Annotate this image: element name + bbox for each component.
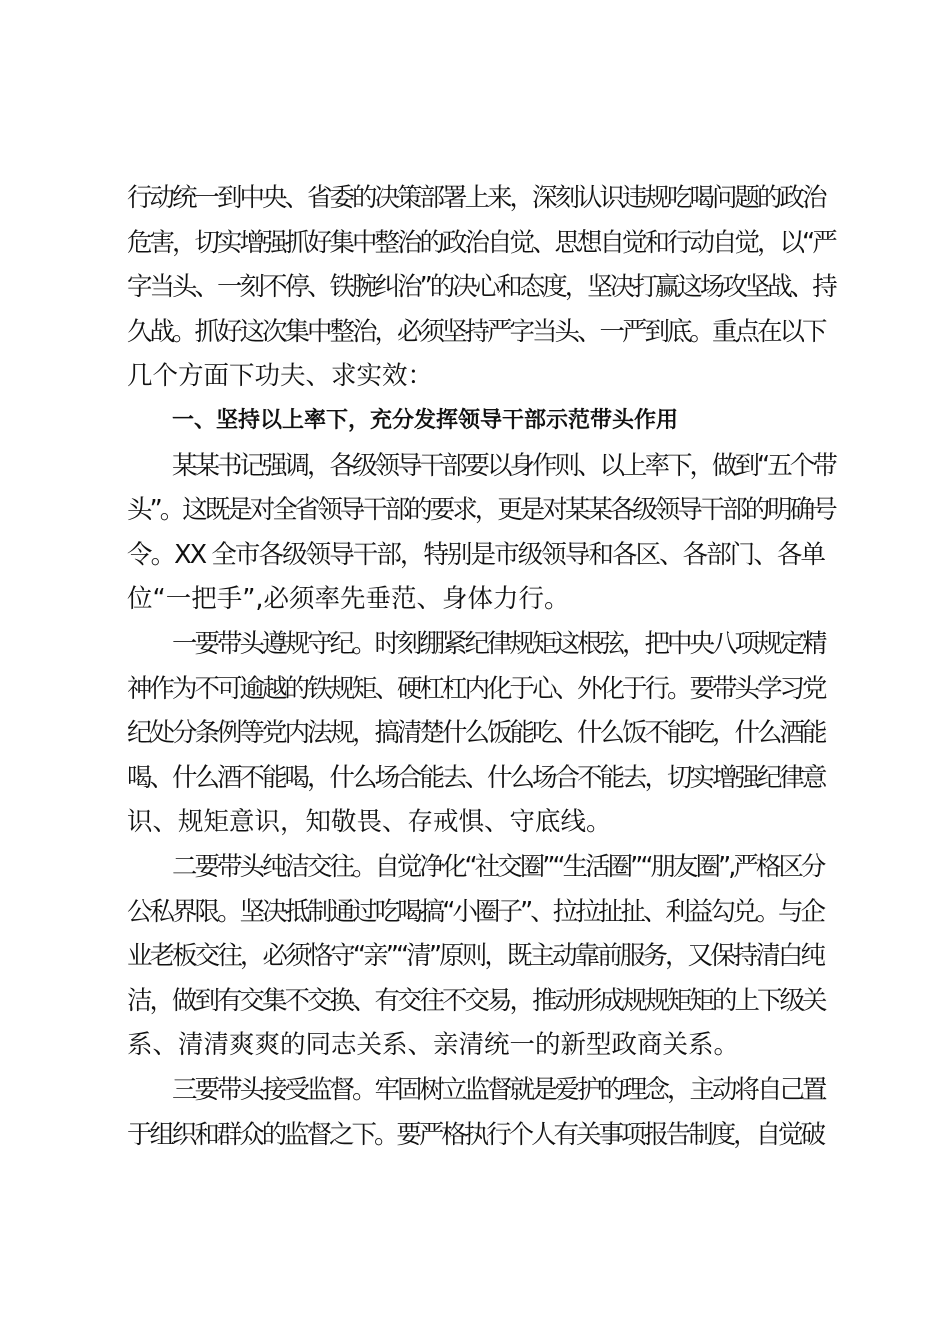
- text-line: [0, 176, 950, 220]
- text-line: [0, 444, 950, 488]
- text-line: [0, 577, 950, 621]
- text-line: [0, 934, 950, 978]
- text-line-content: 位“一把手”,必须率先垂范、身体力行。: [127, 584, 570, 615]
- text-line: [0, 354, 950, 398]
- text-line-content: 系、清清爽爽的同志关系、亲清统一的新型政商关系。: [127, 1030, 740, 1061]
- section-heading: [0, 399, 950, 443]
- text-line: [0, 533, 950, 577]
- text-line-content: 令。XX 全市各级领导干部，特别是市级领导和各区、各部门、各单: [127, 539, 825, 570]
- text-line: [0, 1113, 950, 1157]
- text-line: [0, 622, 950, 666]
- text-line-content: 公私界限。坚决抵制通过吃喝搞“小圈子”、拉拉扯扯、利益勾兑。与企: [127, 896, 824, 927]
- text-line: [0, 310, 950, 354]
- text-line-content: 于组织和群众的监督之下。要严格执行个人有关事项报告制度，自觉破: [127, 1119, 823, 1150]
- text-line-content: 久战。抓好这次集中整治，必须坚持严字当头、一严到底。重点在以下: [127, 316, 825, 347]
- text-line-content: 二要带头纯洁交往。自觉净化“社交圈”“生活圈”“朋友圈”,严格区分: [172, 852, 824, 882]
- text-line-content: 某某书记强调，各级领导干部要以身作则、以上率下，做到“五个带: [172, 450, 835, 481]
- text-line-content: 危害，切实增强抓好集中整治的政治自觉、思想自觉和行动自觉，以“严: [127, 227, 835, 258]
- text-line-content: 一要带头遵规守纪。时刻绷紧纪律规矩这根弦，把中央八项规定精: [172, 629, 825, 659]
- text-line-content: 三要带头接受监督。牢固树立监督就是爱护的理念，主动将自己置: [172, 1075, 825, 1105]
- text-line-content: 识、规矩意识，知敬畏、存戒惧、守底线。: [127, 807, 612, 838]
- text-line: [0, 711, 950, 755]
- text-line-content: 几个方面下功夫、求实效：: [127, 361, 434, 392]
- text-line-content: 业老板交往，必须恪守“亲”“清”原则，既主动靠前服务，又保持清白纯: [127, 941, 824, 972]
- text-line-content: 头”。这既是对全省领导干部的要求，更是对某某各级领导干部的明确号: [127, 495, 835, 526]
- text-line-content: 神作为不可逾越的铁规矩、硬杠杠内化于心、外化于行。要带头学习党: [127, 673, 825, 704]
- text-line: [0, 488, 950, 532]
- text-line: [0, 800, 950, 844]
- text-line: [0, 845, 950, 889]
- text-line: [0, 667, 950, 711]
- text-line: [0, 1023, 950, 1067]
- text-line: [0, 890, 950, 934]
- text-line-content: 纪处分条例等党内法规，搞清楚什么饭能吃、什么饭不能吃，什么酒能: [127, 718, 825, 749]
- text-line-content: 喝、什么酒不能喝，什么场合能去、什么场合不能去，切实增强纪律意: [127, 762, 825, 793]
- text-line-content: 字当头、一刻不停、铁腕纠治”的决心和态度，坚决打赢这场攻坚战、持: [127, 272, 835, 303]
- text-line: [0, 1068, 950, 1112]
- text-line: [0, 979, 950, 1023]
- text-line: [0, 756, 950, 800]
- text-line-content: 洁，做到有交集不交换、有交往不交易，推动形成规规矩矩的上下级关: [127, 985, 825, 1016]
- text-line-content: 行动统一到中央、省委的决策部署上来，深刻认识违规吃喝问题的政治: [127, 183, 825, 213]
- text-line: [0, 221, 950, 265]
- text-line: [0, 265, 950, 309]
- text-line-content: 一、坚持以上率下，充分发挥领导干部示范带头作用: [172, 408, 679, 433]
